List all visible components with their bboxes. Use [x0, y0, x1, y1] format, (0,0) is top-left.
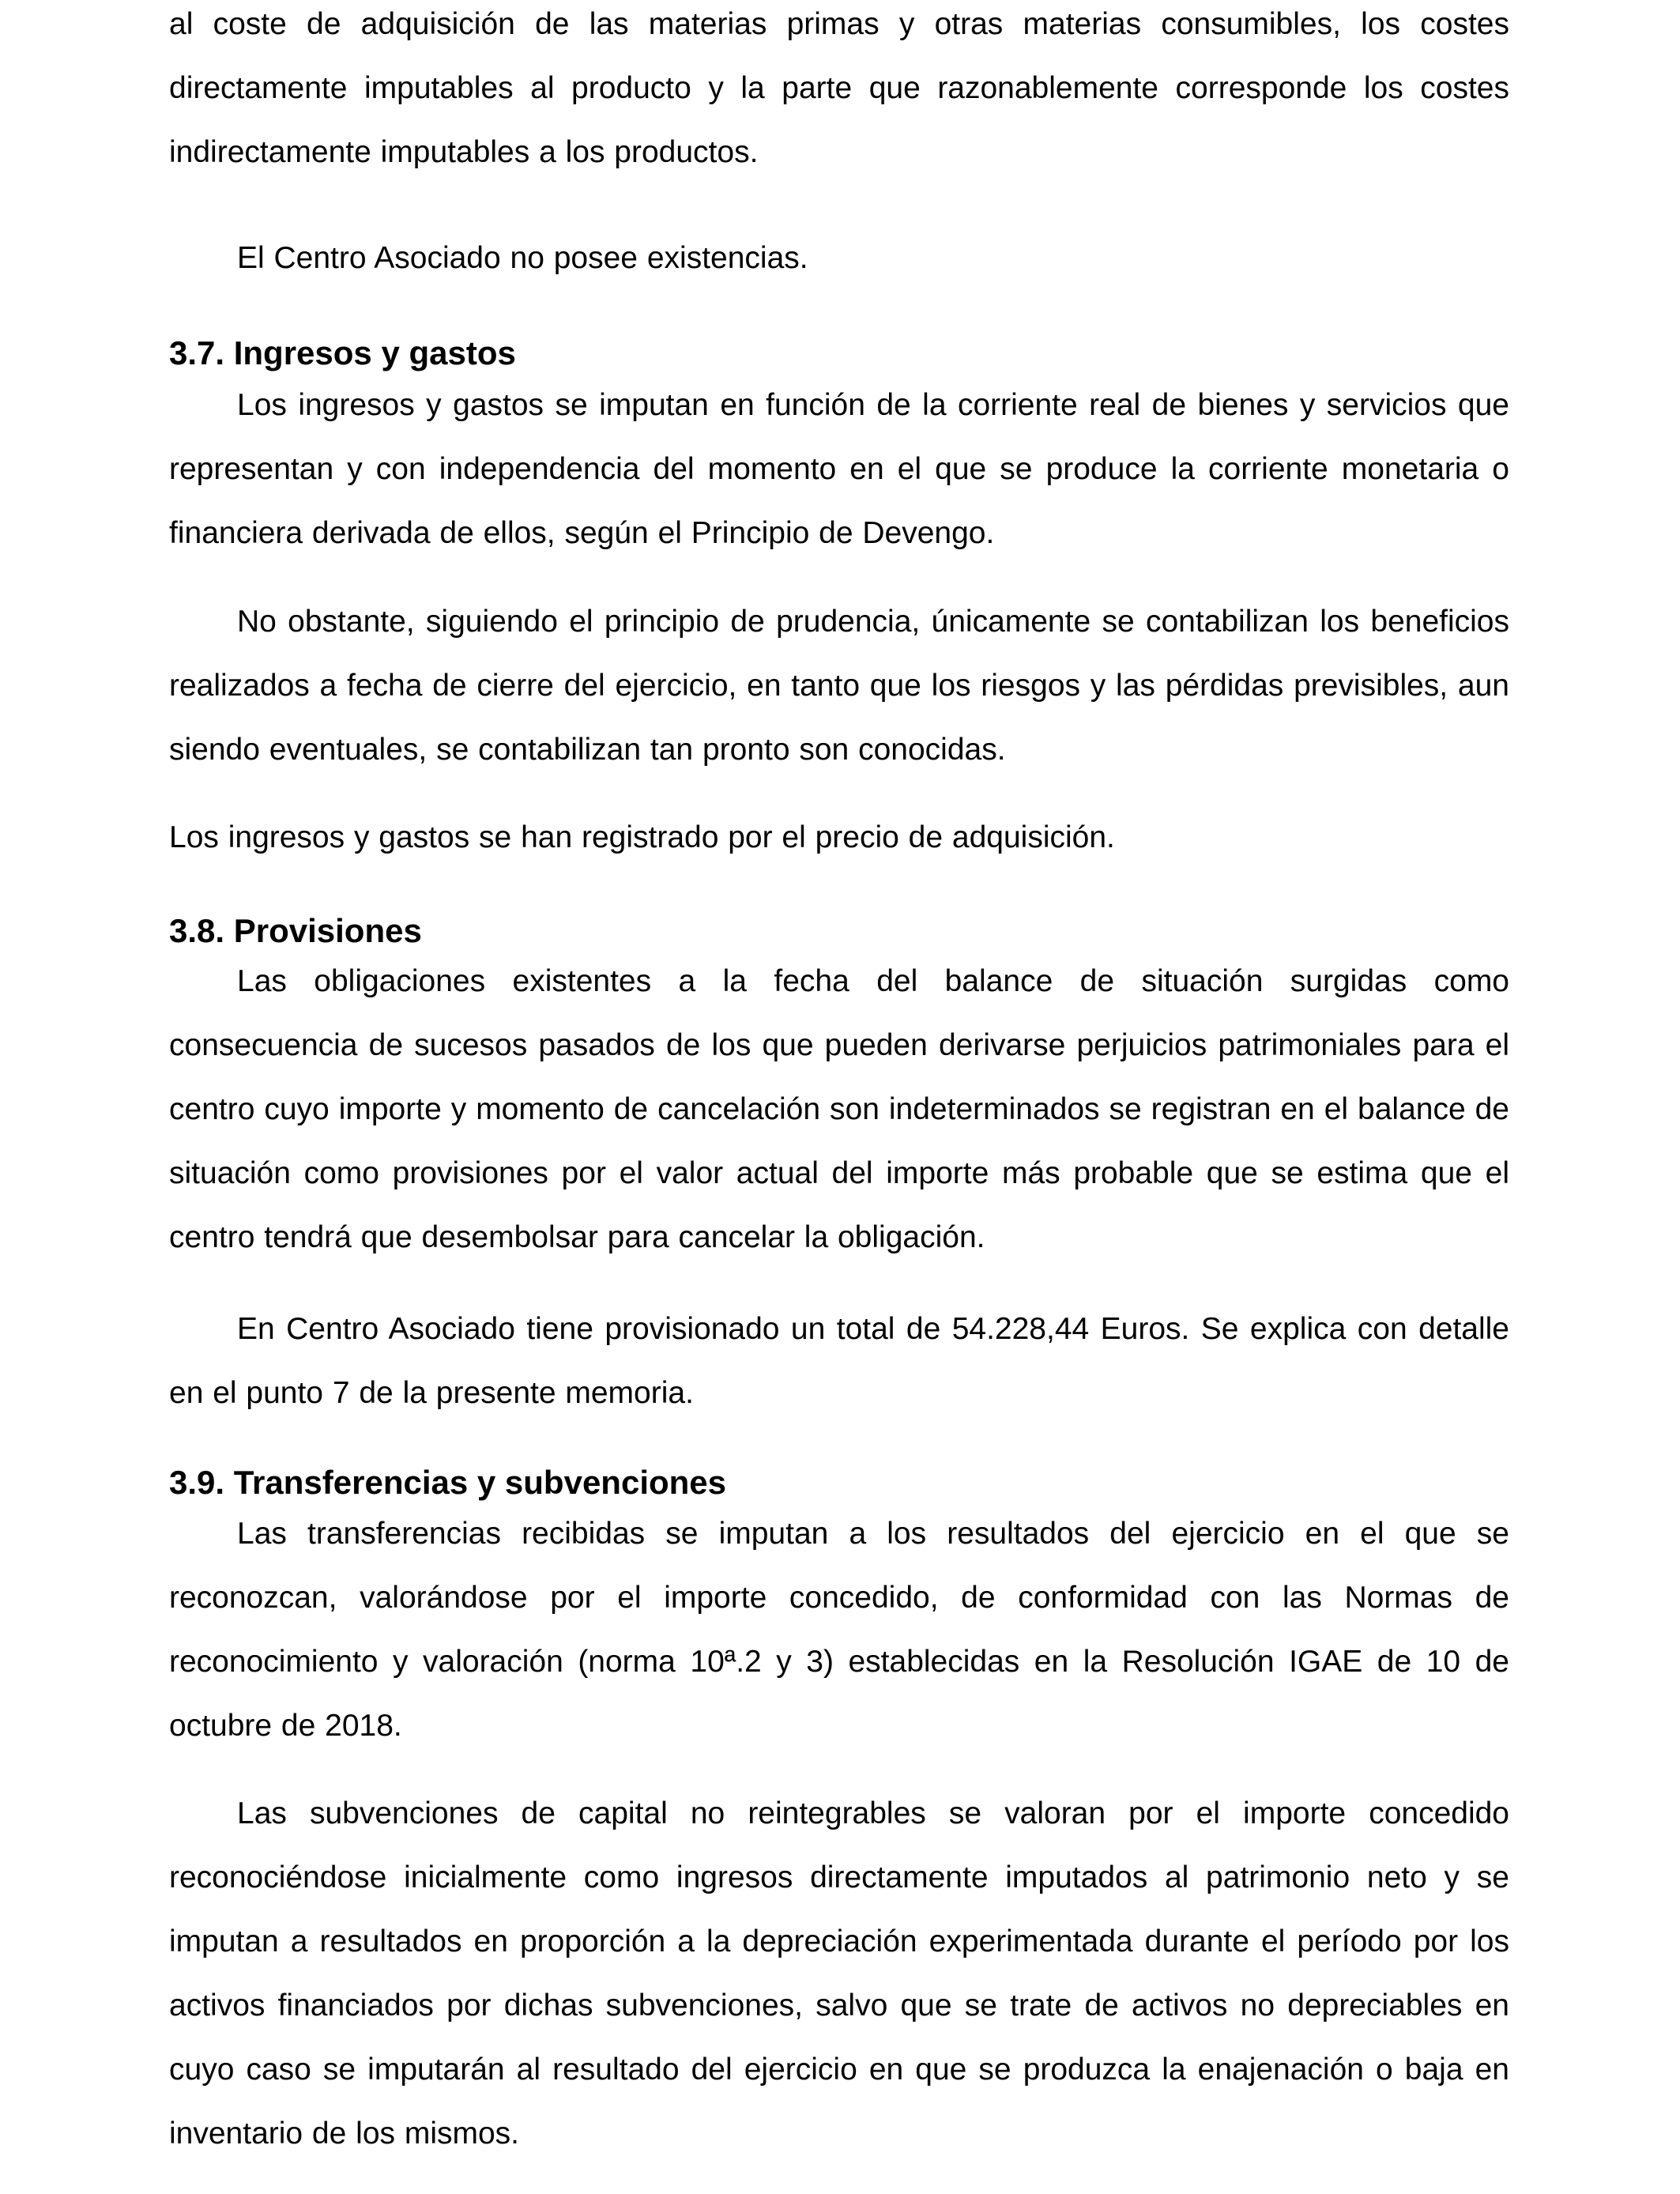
- paragraph-ingresos-2: No obstante, siguiendo el principio de prudencia, únicamente se contabilizan los beneficios realizados a fecha de cierre del ejercicio, en tanto que los riesgos y las pérdidas previsibles, aun siendo eventuales, se contabilizan tan pronto son conocidas.: [169, 605, 1509, 767]
- paragraph-provisiones-1: Las obligaciones existentes a la fecha del balance de situación surgidas como consecuencia de sucesos pasados de los que pueden derivarse perjuicios patrimoniales para el centro cuyo importe y momento de cancelación son indeterminados se registran en el balance de situación como provisiones por el valor actual del importe más probable que se estima que el centro tendrá que desembolsar para cancelar la obligación.: [169, 964, 1509, 1254]
- paragraph-transferencias-1: Las transferencias recibidas se imputan a los resultados del ejercicio en el que se reconozcan, valorándose por el importe concedido, de conformidad con las Normas de reconocimiento y valoración (norma 10ª.2 y 3) establecidas en la Resolución IGAE de 10 de octubre de 2018.: [169, 1517, 1509, 1743]
- paragraph-provisiones-2: En Centro Asociado tiene provisionado un total de 54.228,44 Euros. Se explica con detalle en el punto 7 de la presente memoria.: [169, 1312, 1509, 1410]
- paragraph-intro-continued: al coste de adquisición de las materias primas y otras materias consumibles, los costes directamente imputables al producto y la parte que razonablemente corresponde los costes indirectamente imputables a los productos.: [169, 7, 1509, 169]
- paragraph-existencias: El Centro Asociado no posee existencias.: [237, 241, 808, 275]
- heading-ingresos-gastos: 3.7. Ingresos y gastos: [169, 334, 516, 371]
- heading-provisiones: 3.8. Provisiones: [169, 912, 422, 949]
- paragraph-ingresos-1: Los ingresos y gastos se imputan en función de la corriente real de bienes y servicios que representan y con independencia del momento en el que se produce la corriente monetaria o financiera derivada de ellos, según el Principio de Devengo.: [169, 388, 1509, 550]
- paragraph-ingresos-3: Los ingresos y gastos se han registrado por el precio de adquisición.: [169, 820, 1115, 854]
- heading-transferencias: 3.9. Transferencias y subvenciones: [169, 1464, 727, 1501]
- paragraph-transferencias-2: Las subvenciones de capital no reintegrables se valoran por el importe concedido reconociéndose inicialmente como ingresos directamente imputados al patrimonio neto y se imputan a resultados en proporción a la depreciación experimentada durante el período por los activos financiados por dichas subvenciones, salvo que se trate de activos no depreciables en cuyo caso se imputarán al resultado del ejercicio en que se produzca la enajenación o baja en inventario de los mismos.: [169, 1796, 1509, 2151]
